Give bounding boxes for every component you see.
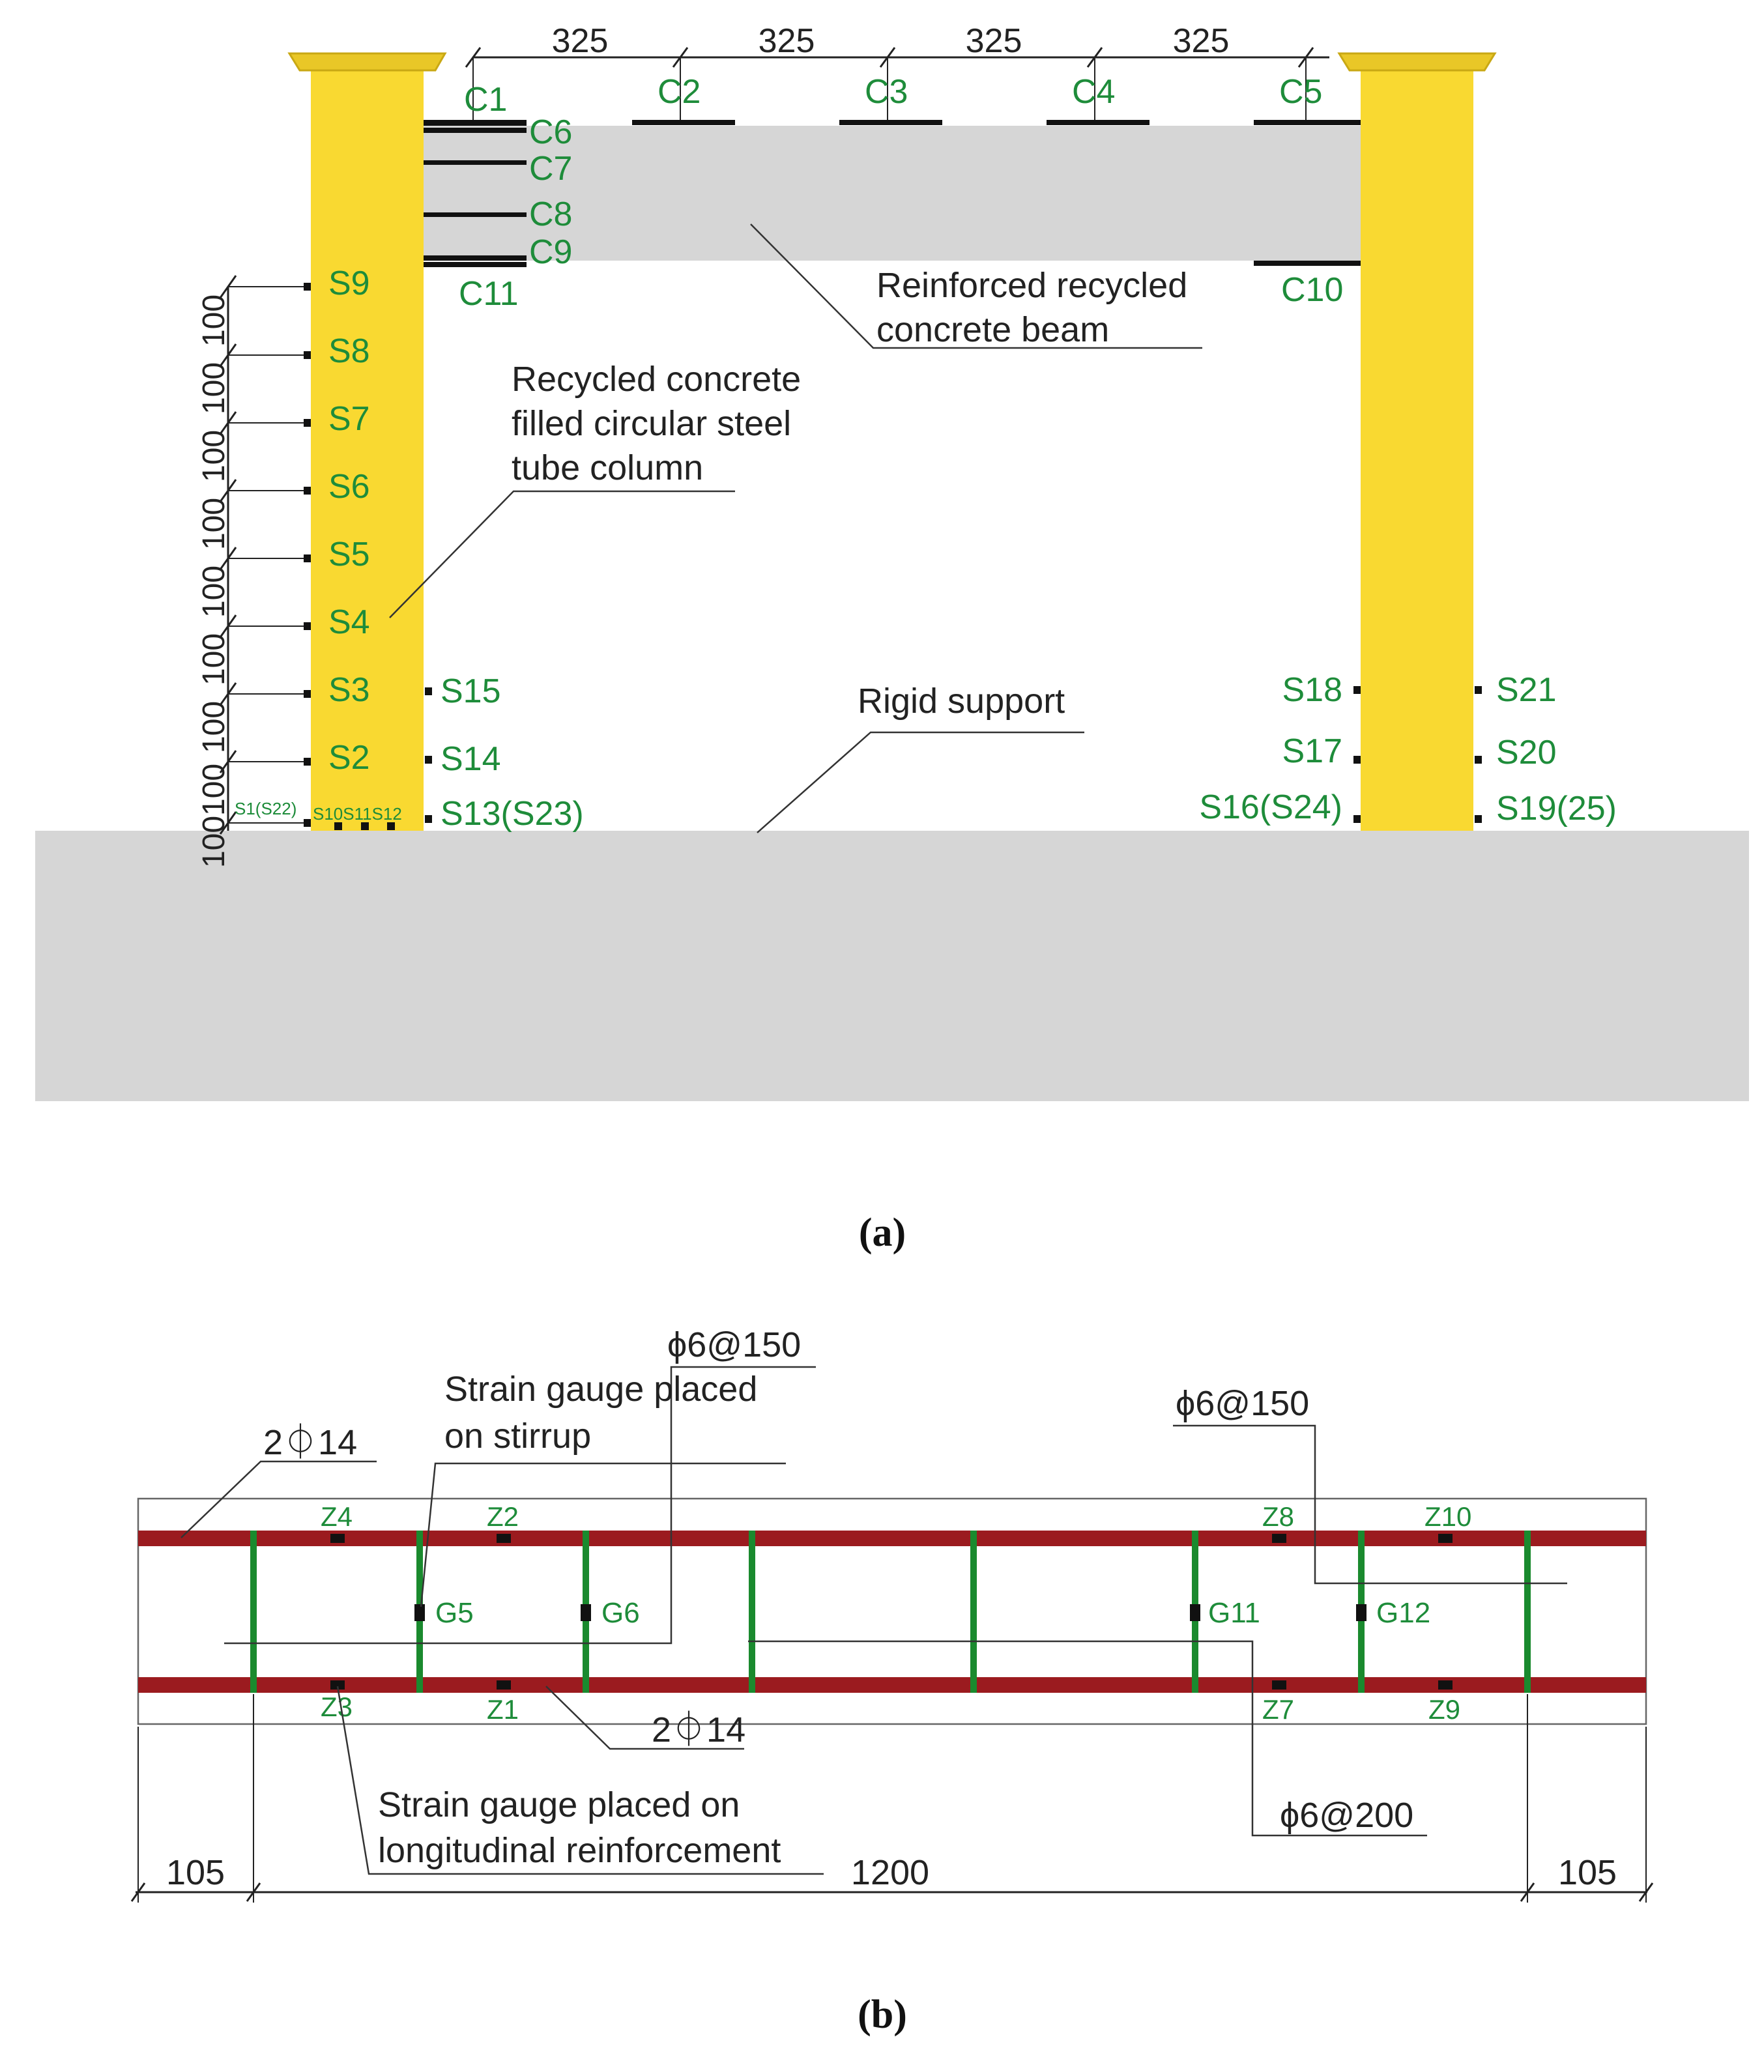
stirrup-gauge-note-line1: Strain gauge placed (444, 1370, 758, 1409)
gauge-s7 (304, 419, 311, 427)
gauge-s2 (304, 758, 311, 766)
gauge-c5 (1254, 120, 1361, 125)
label-s5: S5 (328, 536, 370, 573)
label-s17: S17 (1282, 732, 1342, 770)
left-dim-label-3: 100 (197, 429, 231, 483)
gauge-s13 (425, 815, 432, 823)
label-c3: C3 (865, 73, 908, 111)
label-z7: Z7 (1262, 1694, 1295, 1725)
label-c6: C6 (529, 113, 573, 151)
label-z3: Z3 (321, 1691, 353, 1722)
label-s20: S20 (1496, 734, 1557, 771)
left-dim-label-1: 100 (197, 294, 231, 347)
label-z1: Z1 (487, 1694, 519, 1725)
stirrup-1 (250, 1531, 257, 1693)
stirrup-label-3: ϕ6@200 (1280, 1796, 1414, 1835)
label-c10: C10 (1281, 271, 1344, 309)
gauge-s18 (1353, 686, 1361, 694)
gauge-s17 (1353, 756, 1361, 764)
gauge-s15 (425, 687, 432, 695)
label-s8: S8 (328, 332, 370, 370)
gauge-s21 (1475, 686, 1482, 694)
label-s16-s24: S16(S24) (1199, 788, 1342, 826)
figure-a (35, 22, 1749, 1255)
gauge-s9 (304, 283, 311, 291)
gauge-z4 (330, 1534, 345, 1543)
beam-label-line1: Reinforced recycled (876, 266, 1188, 305)
left-steel-tube-column (311, 70, 424, 831)
dim-label-105-left: 105 (166, 1853, 225, 1892)
stirrup-4 (749, 1531, 755, 1693)
label-s10-s11-s12: S10S11S12 (313, 804, 402, 824)
label-g11: G11 (1208, 1597, 1260, 1629)
gauge-g5 (414, 1604, 425, 1621)
support-leader-line (757, 732, 1084, 833)
left-column-cap (289, 53, 445, 70)
label-z8: Z8 (1262, 1501, 1295, 1532)
label-z10: Z10 (1424, 1501, 1472, 1532)
stirrup-8 (1524, 1531, 1531, 1693)
label-g12: G12 (1376, 1597, 1431, 1629)
label-g6: G6 (601, 1597, 640, 1629)
top-dim-label-2: 325 (758, 22, 815, 60)
stirrup-label-2: ϕ6@150 (1176, 1384, 1310, 1423)
label-s7: S7 (328, 400, 370, 438)
gauge-z1 (497, 1680, 511, 1690)
gauge-c9 (424, 255, 527, 261)
gauge-c6 (424, 128, 527, 133)
right-column-cap (1339, 53, 1495, 70)
gauge-s4 (304, 622, 311, 630)
label-s18: S18 (1282, 671, 1342, 709)
gauge-g11 (1190, 1604, 1200, 1621)
gauge-c4 (1047, 120, 1149, 125)
gauge-s5 (304, 554, 311, 562)
label-z4: Z4 (321, 1501, 353, 1532)
gauge-s8 (304, 351, 311, 359)
dim-label-1200: 1200 (850, 1853, 930, 1892)
label-c5: C5 (1279, 73, 1323, 111)
gauge-s16 (1353, 815, 1361, 823)
bar-label-bottom: 2⏀14 (652, 1710, 746, 1749)
label-s13-s23: S13(S23) (441, 795, 584, 833)
label-g5: G5 (435, 1597, 474, 1629)
rigid-support (35, 831, 1749, 1101)
label-s1-s22: S1(S22) (235, 799, 297, 818)
label-c2: C2 (658, 73, 701, 111)
stirrup-gauge-note-line2: on stirrup (444, 1417, 592, 1456)
label-s3: S3 (328, 671, 370, 709)
gauge-c11 (424, 262, 527, 267)
gauge-c2 (632, 120, 735, 125)
caption-a: (a) (858, 1211, 906, 1255)
top-dim-label-4: 325 (1172, 22, 1230, 60)
label-s15: S15 (441, 672, 501, 710)
gauge-s14 (425, 756, 432, 764)
top-longitudinal-bar (138, 1531, 1646, 1546)
dim-label-105-right: 105 (1557, 1853, 1617, 1892)
gauge-z7 (1272, 1680, 1286, 1690)
gauge-s1 (304, 819, 311, 827)
leader-stirrup-150-right (1173, 1426, 1567, 1583)
left-dimension-line (220, 276, 304, 834)
column-label-line3: tube column (512, 448, 704, 487)
label-c4: C4 (1072, 73, 1116, 111)
gauge-s19 (1475, 815, 1482, 823)
gauge-c8 (424, 212, 527, 217)
top-dim-label-3: 325 (965, 22, 1022, 60)
stirrup-label-1: ϕ6@150 (667, 1325, 802, 1364)
long-gauge-note-line1: Strain gauge placed on (378, 1785, 740, 1824)
label-s19-25: S19(25) (1496, 790, 1617, 827)
column-label-line2: filled circular steel (512, 404, 792, 443)
bar-label-top: 2⏀14 (263, 1423, 358, 1462)
gauge-s6 (304, 487, 311, 495)
label-c11: C11 (459, 275, 519, 313)
label-c9: C9 (529, 233, 573, 271)
long-gauge-note-line2: longitudinal reinforcement (378, 1831, 781, 1870)
label-s4: S4 (328, 603, 370, 641)
gauge-c7 (424, 160, 527, 165)
gauge-s3 (304, 690, 311, 698)
bottom-longitudinal-bar (138, 1677, 1646, 1693)
column-label-line1: Recycled concrete (512, 360, 802, 399)
label-s2: S2 (328, 739, 370, 777)
reinforcement-strain-gauges (330, 1534, 1453, 1690)
label-z9: Z9 (1428, 1694, 1461, 1725)
left-dim-label-4: 100 (197, 497, 231, 551)
gauge-g6 (581, 1604, 591, 1621)
label-z2: Z2 (487, 1501, 519, 1532)
left-dim-label-5: 100 (197, 565, 231, 618)
label-c1: C1 (464, 81, 508, 119)
left-dim-label-2: 100 (197, 362, 231, 415)
label-c8: C8 (529, 195, 573, 233)
gauge-z8 (1272, 1534, 1286, 1543)
support-label: Rigid support (858, 682, 1065, 721)
caption-b: (b) (858, 1993, 907, 2037)
gauge-g12 (1356, 1604, 1366, 1621)
stirrup-5 (970, 1531, 977, 1693)
gauge-z9 (1438, 1680, 1453, 1690)
gauge-z2 (497, 1534, 511, 1543)
right-steel-tube-column (1361, 70, 1473, 831)
label-c7: C7 (529, 150, 573, 188)
left-dim-label-6: 100 (197, 633, 231, 686)
left-dim-label-9: 100 (197, 815, 231, 869)
label-s21: S21 (1496, 671, 1557, 709)
left-dim-label-7: 100 (197, 700, 231, 754)
gauge-z10 (1438, 1534, 1453, 1543)
beam-label-line2: concrete beam (876, 310, 1110, 349)
figure-b (132, 1325, 1653, 2037)
label-s9: S9 (328, 265, 370, 302)
top-dim-label-1: 325 (551, 22, 609, 60)
left-dim-label-8: 100 (197, 763, 231, 816)
label-s6: S6 (328, 468, 370, 506)
gauge-s20 (1475, 756, 1482, 764)
gauge-c10 (1254, 261, 1361, 266)
column-leader-line (390, 491, 735, 618)
gauge-c1 (424, 120, 527, 126)
label-s14: S14 (441, 740, 501, 778)
gauge-c3 (839, 120, 942, 125)
